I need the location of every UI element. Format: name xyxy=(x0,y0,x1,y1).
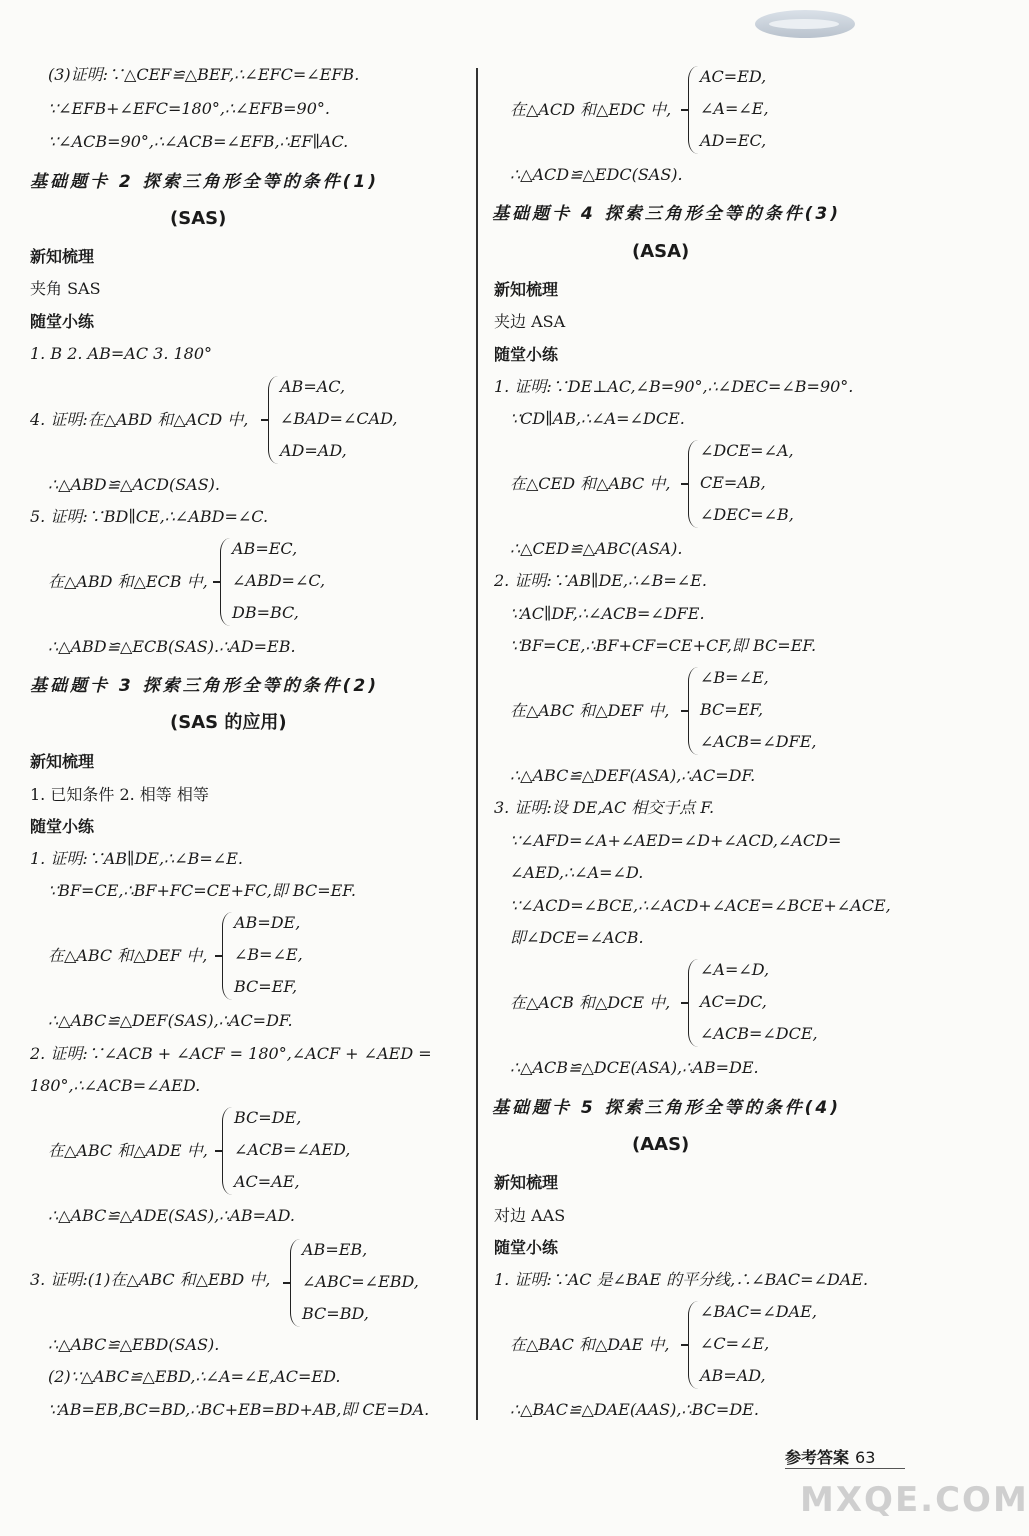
condition: AC=AE, xyxy=(234,1172,300,1191)
header-decoration xyxy=(755,10,855,38)
text-line: 3. 证明:(1)在△ABC 和△EBD 中, xyxy=(30,1270,271,1289)
condition: ∠ACB=∠DCE, xyxy=(700,1024,818,1043)
text-line: 在△ABC 和△ADE 中, xyxy=(48,1141,208,1160)
section-heading: 新知梳理 xyxy=(30,752,95,771)
footer-label: 参考答案 xyxy=(785,1448,850,1467)
watermark: MXQE.COM xyxy=(800,1480,1029,1520)
card-title: 基础题卡 2 探索三角形全等的条件(1) xyxy=(30,172,380,192)
brace xyxy=(688,440,698,528)
text-line: 在△BAC 和△DAE 中, xyxy=(510,1335,670,1354)
text-line: 3. 证明:设 DE,AC 相交于点 F. xyxy=(494,798,715,817)
condition: AB=AD, xyxy=(700,1366,766,1385)
section-heading: 新知梳理 xyxy=(494,280,559,299)
condition: AB=DE, xyxy=(234,913,301,932)
condition: ∠ABD=∠C, xyxy=(232,571,326,590)
condition: ∠ACB=∠AED, xyxy=(234,1140,351,1159)
page-number: 63 xyxy=(855,1448,876,1467)
text-line: (2)∵△ABC≌△EBD,∴∠A=∠E,AC=ED. xyxy=(48,1367,341,1386)
condition: BC=BD, xyxy=(302,1304,369,1323)
card-title: 基础题卡 5 探索三角形全等的条件(4) xyxy=(492,1098,842,1118)
column-divider xyxy=(476,68,478,1420)
text-line: ∴△CED≌△ABC(ASA). xyxy=(510,539,683,558)
section-heading: 新知梳理 xyxy=(30,247,95,266)
text-line: 4. 证明:在△ABD 和△ACD 中, xyxy=(30,410,249,429)
card-title: 基础题卡 4 探索三角形全等的条件(3) xyxy=(492,204,842,224)
text-line: ∵AB=EB,BC=BD,∴BC+EB=BD+AB,即 CE=DA. xyxy=(48,1400,430,1419)
text-line: (3)证明:∵△CEF≌△BEF,∴∠EFC=∠EFB. xyxy=(48,65,360,84)
text-line: ∠AED,∴∠A=∠D. xyxy=(510,863,644,882)
condition: BC=EF, xyxy=(700,700,764,719)
text-line: 对边 AAS xyxy=(494,1206,566,1225)
text-line: 5. 证明:∵BD∥CE,∴∠ABD=∠C. xyxy=(30,507,269,526)
condition: ∠A=∠D, xyxy=(700,960,770,979)
text-line: ∵∠AFD=∠A+∠AED=∠D+∠ACD,∠ACD= xyxy=(510,831,842,850)
condition: AB=EB, xyxy=(302,1240,368,1259)
text-line: ∵∠ACD=∠BCE,∴∠ACD+∠ACE=∠BCE+∠ACE, xyxy=(510,896,891,915)
text-line: ∴△ABD≌△ACD(SAS). xyxy=(48,475,221,494)
condition: AB=EC, xyxy=(232,539,298,558)
condition: AB=AC, xyxy=(280,377,346,396)
condition: ∠DEC=∠B, xyxy=(700,505,794,524)
text-line: 在△CED 和△ABC 中, xyxy=(510,474,671,493)
condition: DB=BC, xyxy=(232,603,299,622)
text-line: 1. B 2. AB=AC 3. 180° xyxy=(30,344,213,363)
text-line: 1. 证明:∵AB∥DE,∴∠B=∠E. xyxy=(30,849,243,868)
text-line: ∴△ABC≌△DEF(ASA),∴AC=DF. xyxy=(510,766,756,785)
card-subtitle: (SAS) xyxy=(170,208,227,229)
section-heading: 随堂小练 xyxy=(494,1238,559,1257)
text-line: 在△ACD 和△EDC 中, xyxy=(510,100,672,119)
section-heading: 新知梳理 xyxy=(494,1173,559,1192)
condition: AD=AD, xyxy=(280,441,347,460)
footer-underline xyxy=(785,1468,905,1469)
card-title: 基础题卡 3 探索三角形全等的条件(2) xyxy=(30,676,380,696)
text-line: ∴△ABD≌△ECB(SAS).∴AD=EB. xyxy=(48,637,296,656)
brace xyxy=(688,959,698,1047)
brace xyxy=(222,912,232,1000)
text-line: ∵∠ACB=90°,∴∠ACB=∠EFB,∴EF∥AC. xyxy=(48,132,349,151)
condition: ∠BAD=∠CAD, xyxy=(280,409,398,428)
brace xyxy=(688,1301,698,1389)
text-line: 2. 证明:∵∠ACB + ∠ACF = 180°,∠ACF + ∠AED = xyxy=(30,1044,432,1063)
brace xyxy=(688,66,698,154)
text-line: ∴△BAC≌△DAE(AAS),∴BC=DE. xyxy=(510,1400,759,1419)
text-line: ∵BF=CE,∴BF+FC=CE+FC,即 BC=EF. xyxy=(48,881,357,900)
condition: CE=AB, xyxy=(700,473,766,492)
text-line: 在△ABC 和△DEF 中, xyxy=(510,701,670,720)
card-subtitle: (ASA) xyxy=(632,241,690,262)
text-line: 在△ABC 和△DEF 中, xyxy=(48,946,208,965)
text-line: ∴△ACD≌△EDC(SAS). xyxy=(510,165,683,184)
card-subtitle: (AAS) xyxy=(632,1134,690,1155)
text-line: ∴△ABC≌△ADE(SAS),∴AB=AD. xyxy=(48,1206,295,1225)
section-heading: 随堂小练 xyxy=(494,345,559,364)
text-line: 在△ABD 和△ECB 中, xyxy=(48,572,208,591)
section-heading: 随堂小练 xyxy=(30,817,95,836)
text-line: 1. 已知条件 2. 相等 相等 xyxy=(30,785,209,804)
text-line: ∵AC∥DF,∴∠ACB=∠DFE. xyxy=(510,604,705,623)
condition: ∠BAC=∠DAE, xyxy=(700,1302,817,1321)
condition: ∠C=∠E, xyxy=(700,1334,770,1353)
text-line: 夹角 SAS xyxy=(30,279,101,298)
condition: BC=EF, xyxy=(234,977,298,996)
text-line: ∵CD∥AB,∴∠A=∠DCE. xyxy=(510,409,685,428)
condition: ∠B=∠E, xyxy=(234,945,303,964)
brace xyxy=(268,376,278,464)
condition: ∠DCE=∠A, xyxy=(700,441,794,460)
text-line: 1. 证明:∵DE⊥AC,∠B=90°,∴∠DEC=∠B=90°. xyxy=(494,377,854,396)
text-line: ∴△ABC≌△EBD(SAS). xyxy=(48,1335,220,1354)
condition: ∠B=∠E, xyxy=(700,668,769,687)
page-footer xyxy=(785,1445,875,1468)
text-line: ∴△ABC≌△DEF(SAS),∴AC=DF. xyxy=(48,1011,293,1030)
section-heading: 随堂小练 xyxy=(30,312,95,331)
text-line: 2. 证明:∵AB∥DE,∴∠B=∠E. xyxy=(494,571,707,590)
condition: AC=ED, xyxy=(700,67,767,86)
condition: AD=EC, xyxy=(700,131,767,150)
condition: ∠ABC=∠EBD, xyxy=(302,1272,419,1291)
brace xyxy=(220,538,230,626)
condition: AC=DC, xyxy=(700,992,767,1011)
text-line: ∵∠EFB+∠EFC=180°,∴∠EFB=90°. xyxy=(48,99,330,118)
card-subtitle: (SAS 的应用) xyxy=(170,712,287,733)
text-line: 即∠DCE=∠ACB. xyxy=(510,928,644,947)
text-line: 在△ACB 和△DCE 中, xyxy=(510,993,671,1012)
brace xyxy=(688,667,698,755)
text-line: ∴△ACB≌△DCE(ASA),∴AB=DE. xyxy=(510,1058,759,1077)
brace xyxy=(222,1107,232,1195)
brace xyxy=(290,1239,300,1327)
text-line: 夹边 ASA xyxy=(494,312,566,331)
condition: BC=DE, xyxy=(234,1108,302,1127)
condition: ∠ACB=∠DFE, xyxy=(700,732,817,751)
text-line: ∵BF=CE,∴BF+CF=CE+CF,即 BC=EF. xyxy=(510,636,817,655)
text-line: 1. 证明:∵AC 是∠BAE 的平分线,∴∠BAC=∠DAE. xyxy=(494,1270,869,1289)
text-line: 180°,∴∠ACB=∠AED. xyxy=(30,1076,201,1095)
condition: ∠A=∠E, xyxy=(700,99,769,118)
